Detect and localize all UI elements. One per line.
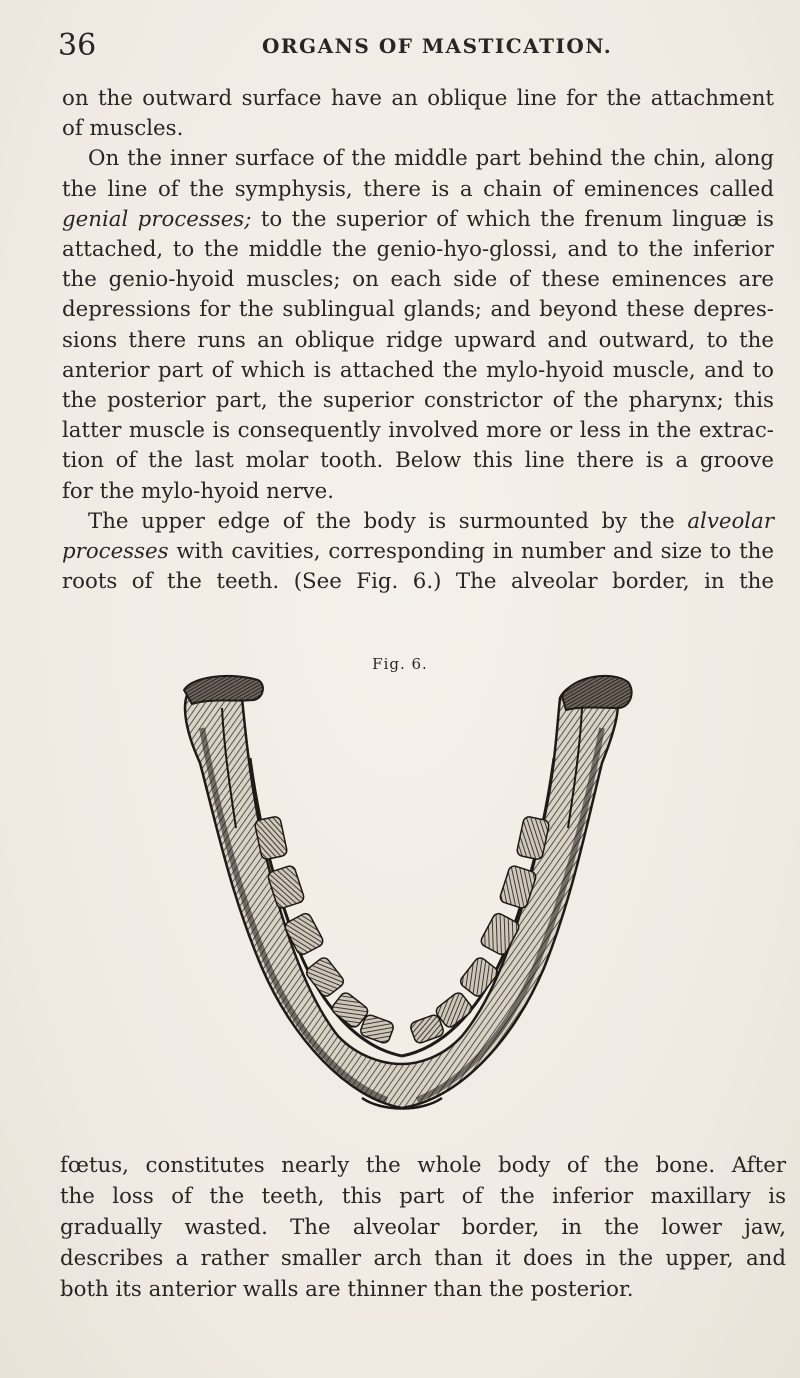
italic-term: alveolar bbox=[687, 508, 774, 534]
text-line: both its anterior walls are thinner than the posterior. bbox=[60, 1277, 634, 1302]
text-line: tion of the last molar tooth. Below this line there is a groove bbox=[62, 448, 774, 474]
text-line: anterior part of which is attached the mylo-hyoid muscle, and to bbox=[62, 357, 774, 383]
text-line: the genio-hyoid muscles; on each side of these eminences are bbox=[62, 267, 774, 293]
text-line: describes a rather smaller arch than it does in the upper, and bbox=[60, 1246, 786, 1271]
text-line: for the mylo-hyoid nerve. bbox=[62, 478, 335, 504]
page-number: 36 bbox=[58, 28, 97, 63]
text-run: The upper edge of the body is surmounted by the bbox=[88, 508, 688, 534]
text-line: on the outward surface have an oblique line for the attachment bbox=[62, 86, 774, 111]
running-title: ORGANS OF MASTICATION. bbox=[262, 34, 613, 58]
text-run: to the superior of which the frenum linguæ is bbox=[251, 206, 774, 232]
text-line: the loss of the teeth, this part of the inferior maxillary is bbox=[60, 1184, 786, 1209]
text-line: the posterior part, the superior constrictor of the pharynx; this bbox=[62, 388, 774, 414]
text-line: latter muscle is consequently involved more or less in the extrac- bbox=[62, 418, 774, 444]
figure-caption: Fig. 6. bbox=[372, 655, 428, 673]
text-run: with cavities, corresponding in number and size to the bbox=[168, 539, 774, 565]
text-line: sions there runs an oblique ridge upward and outward, to the bbox=[62, 327, 774, 353]
italic-term: processes bbox=[62, 539, 169, 565]
body-text-top bbox=[62, 84, 774, 597]
text-line bbox=[62, 537, 774, 567]
lower-jaw-engraving-icon bbox=[162, 668, 642, 1116]
text-line: fœtus, constitutes nearly the whole body of the bone. After bbox=[60, 1153, 786, 1178]
italic-term: genial processes; bbox=[62, 206, 252, 232]
text-line: attached, to the middle the genio-hyo-glossi, and to the inferior bbox=[62, 237, 774, 263]
mandible-figure bbox=[162, 668, 642, 1116]
text-line: roots of the teeth. (See Fig. 6.) The alveolar border, in the bbox=[62, 569, 774, 595]
text-line: On the inner surface of the middle part behind the chin, along bbox=[88, 146, 774, 172]
text-line: the line of the symphysis, there is a chain of eminences called bbox=[62, 176, 774, 202]
text-line bbox=[62, 205, 774, 235]
text-line bbox=[62, 507, 774, 537]
body-text-bottom bbox=[60, 1150, 786, 1305]
text-line: gradually wasted. The alveolar border, in the lower jaw, bbox=[60, 1215, 786, 1240]
text-line: depressions for the sublingual glands; and beyond these depres- bbox=[62, 297, 774, 323]
text-line: of muscles. bbox=[62, 116, 184, 142]
